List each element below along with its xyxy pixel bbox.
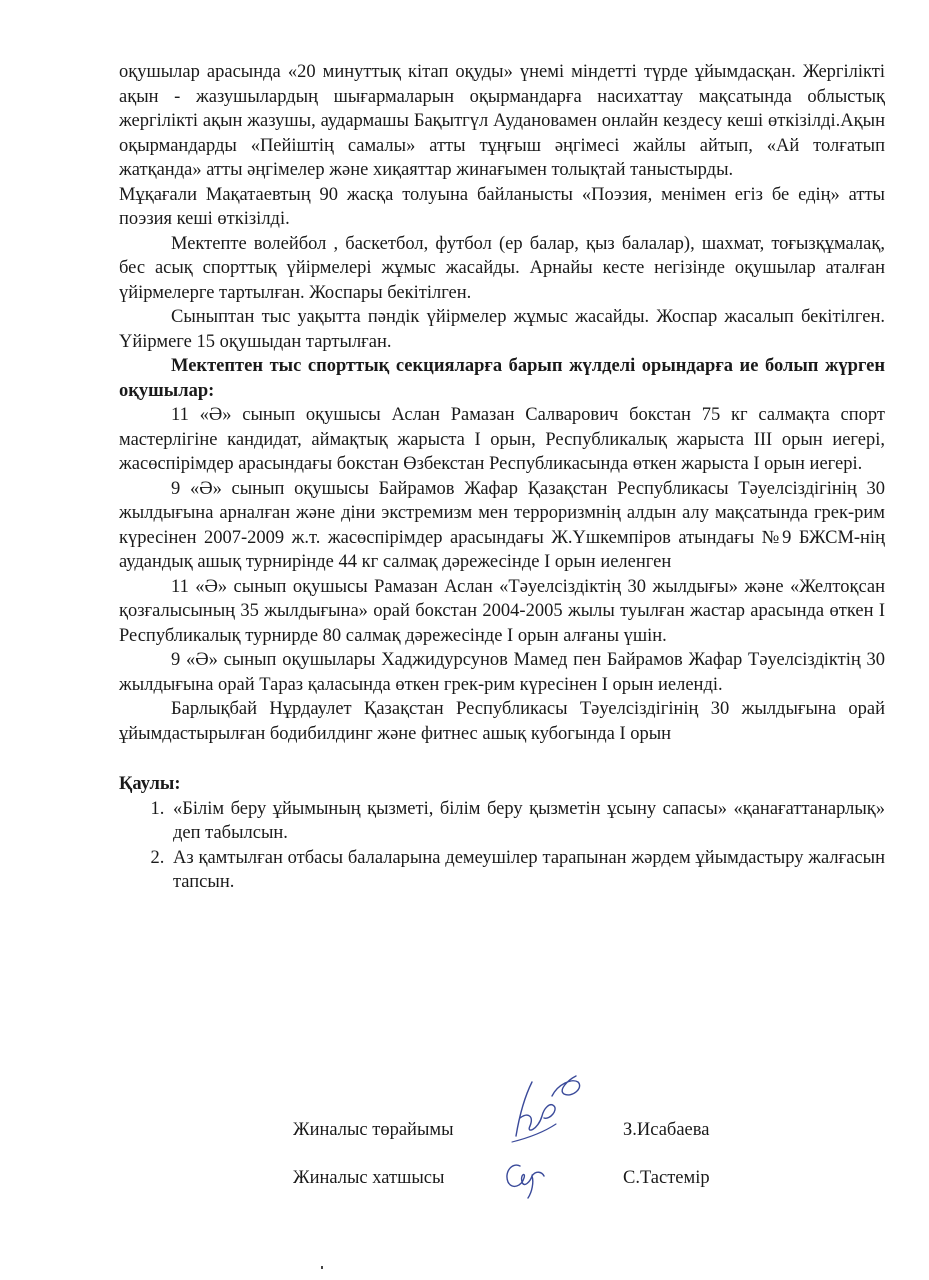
paragraph-winner-2: 9 «Ә» сынып оқушысы Байрамов Жафар Қазақстан Республикасы Тәуелсіздігінің 30 жылдығына арналған және діни экстремизм мен терроризмнің алдын алу мақсатында грек-рим күресінен 2007-2009 ж.т. жасөспірімдер арасындағы Ж.Үшкемпіров атындағы №9 БЖСМ-нің аудандық ашық турнирінде 44 кг салмақ дәрежесінде І орын иеленген: [119, 478, 885, 572]
chair-signature-mark: [498, 1072, 588, 1152]
secretary-role: Жиналыс хатшысы: [293, 1168, 445, 1188]
signature-block: [293, 1118, 773, 1214]
chair-role: Жиналыс төрайымы: [293, 1120, 454, 1140]
paragraph-winner-1: 11 «Ә» сынып оқушысы Аслан Рамазан Салварович бокстан 75 кг салмақта спорт мастерлігіне кандидат, аймақтық жарыста І орын, Республикалық жарыста ІІІ орын иегері, жасөспірімдер арасындағы бокстан Өзбекстан Республикасында өткен жарыста І орын иегері.: [119, 405, 885, 474]
document-body: [119, 60, 885, 895]
secretary-name: С.Тастемір: [623, 1168, 710, 1188]
resolution-title: Қаулы:: [119, 774, 181, 794]
secretary-signature-row: [293, 1166, 773, 1214]
paragraph-winner-4: 9 «Ә» сынып оқушылары Хаджидурсунов Мамед пен Байрамов Жафар Тәуелсіздіктің 30 жылдығына орай Тараз қаласында өткен грек-рим күресінен І орын иеленді.: [119, 650, 885, 695]
paragraph-winner-5: Барлықбай Нұрдаулет Қазақстан Республикасы Тәуелсіздігінің 30 жылдығына орай ұйымдастырылған бодибилдинг және фитнес ашық кубогында І орын: [119, 699, 885, 744]
paragraph-poetry-evening: Мұқағали Мақатаевтың 90 жасқа толуына байланысты «Поэзия, менімен егіз бе едің» атты поэзия кеші өткізілді.: [119, 184, 885, 229]
resolution-list: [119, 797, 885, 895]
paragraph-subject-clubs: Сыныптан тыс уақытта пәндік үйірмелер жұмыс жасайды. Жоспар жасалып бекітілген. Үйірмеге 15 оқушыдан тартылған.: [119, 307, 885, 352]
spacer: [119, 746, 885, 772]
scan-speck: [321, 1266, 323, 1269]
chair-name: З.Исабаева: [623, 1120, 710, 1140]
paragraph-sport-clubs: Мектепте волейбол , баскетбол, футбол (ер балар, қыз балалар), шахмат, тоғызқұмалақ, бес асық спорттық үйірмелері жұмыс жасайды. Арнайы кесте негізінде оқушылар аталған үйірмелерге тартылған. Жоспары бекітілген.: [119, 233, 885, 303]
secretary-signature-mark: [498, 1152, 558, 1202]
resolution-item: 1. «Білім беру ұйымының қызметі, білім беру қызметін ұсыну сапасы» «қанағаттанарлық» деп табылсын.: [169, 797, 885, 846]
resolution-item: 2. Аз қамтылған отбасы балаларына демеушілер тарапынан жәрдем ұйымдастыру жалғасын тапсын.: [169, 846, 885, 895]
section-heading-winners: Мектептен тыс спорттық секцияларға барып жүлделі орындарға ие болып жүрген оқушылар:: [119, 356, 885, 401]
paragraph-winner-3: 11 «Ә» сынып оқушысы Рамазан Аслан «Тәуелсіздіктің 30 жылдығы» және «Желтоқсан қозғалысының 35 жылдығына» орай бокстан 2004-2005 жылы туылған жастар арасында өткен І Республикалық турнирде 80 салмақ дәрежесінде І орын алғаны үшін.: [119, 576, 885, 646]
paragraph-reading: оқушылар арасында «20 минуттық кітап оқуды» үнемі міндетті түрде ұйымдасқан. Жергілікті ақын - жазушылардың шығармаларын оқырмандарға насихаттау мақсатында облыстық жергілікті ақын жазушы, аудармашы Бақытгүл Аудановамен онлайн кездесу кеші өткізілді.Ақын оқырмандарды «Пейіштің самалы» атты тұңғыш әңгімесі жайлы айтып, «Ай толғатып жатқанда» атты әңгімелер және хиқаяттар жинағымен толықтай таныстырды.: [119, 62, 885, 180]
